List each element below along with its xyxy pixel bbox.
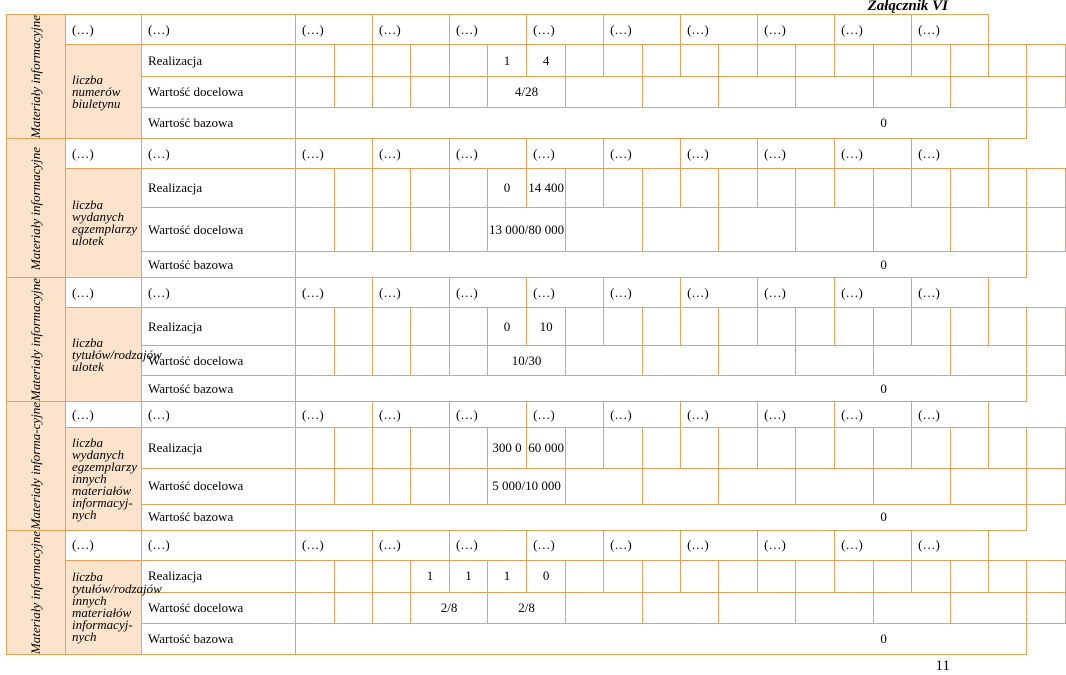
header-row: Materiały informacyjne (…) (…) (…) (…) (…) (…) (…) (…) (…) (…) (…): [7, 139, 1066, 169]
header-row: Materiały informacyjne (…) (…) (…) (…) (…) (…) (…) (…) (…) (…) (…): [7, 278, 1066, 308]
realizacja-row: liczba wydanych egzemplarzy ulotek Realizacja 0 14 400: [7, 169, 1066, 208]
docelowa-row: Wartość docelowa 10/30: [7, 346, 1066, 376]
category-cell: Materiały informacyjne: [7, 530, 66, 654]
header-row: Materiały informacyjne (…) (…) (…) (…) (…) (…) (…) (…) (…) (…) (…): [7, 530, 1066, 560]
indicator-cell: liczba wydanych egzemplarzy ulotek: [66, 169, 142, 278]
indicator-cell: liczba numerów biuletynu: [66, 45, 142, 139]
docelowa-row: Wartość docelowa 5 000/10 000: [7, 468, 1066, 504]
docelowa-row: Wartość docelowa 13 000/80 000: [7, 208, 1066, 252]
indicator-cell: liczba tytułów/rodzajów innych materiałów informacyj-nych: [66, 560, 142, 654]
indicator-cell: liczba tytułów/rodzajów ulotek: [66, 308, 142, 402]
bazowa-row: Wartość bazowa 0: [7, 623, 1066, 654]
indicator-cell: liczba wydanych egzemplarzy innych materiałów informacyj-nych: [66, 428, 142, 530]
docelowa-row: Wartość docelowa 4/28: [7, 77, 1066, 108]
bazowa-row: Wartość bazowa 0: [7, 108, 1066, 139]
category-cell: Materiały informa-cyjne: [7, 402, 66, 530]
bazowa-row: Wartość bazowa 0: [7, 376, 1066, 402]
header-row: Materiały informa-cyjne (…) (…) (…) (…) (…) (…) (…) (…) (…) (…) (…): [7, 402, 1066, 428]
header-row: Materiały informacyjne (…) (…) (…) (…) (…) (…) (…) (…) (…) (…) (…): [7, 15, 1066, 45]
page-number: 11: [935, 658, 950, 674]
bazowa-row: Wartość bazowa 0: [7, 504, 1066, 530]
category-cell: Materiały informacyjne: [7, 278, 66, 402]
category-cell: Materiały informacyjne: [7, 139, 66, 278]
docelowa-row: Wartość docelowa 2/8 2/8: [7, 592, 1066, 623]
category-cell: Materiały informacyjne: [7, 15, 66, 139]
page-label: Załącznik VI: [867, 0, 948, 14]
bazowa-row: Wartość bazowa 0: [7, 252, 1066, 278]
realizacja-row: liczba numerów biuletynu Realizacja 1 4: [7, 45, 1066, 77]
realizacja-row: liczba wydanych egzemplarzy innych materiałów informacyj-nych Realizacja 300 0 60 000: [7, 428, 1066, 468]
realizacja-row: liczba tytułów/rodzajów innych materiałów informacyj-nych Realizacja 1 1 1 0: [7, 560, 1066, 592]
realizacja-row: liczba tytułów/rodzajów ulotek Realizacja 0 10: [7, 308, 1066, 346]
indicators-table: [6, 14, 1066, 655]
